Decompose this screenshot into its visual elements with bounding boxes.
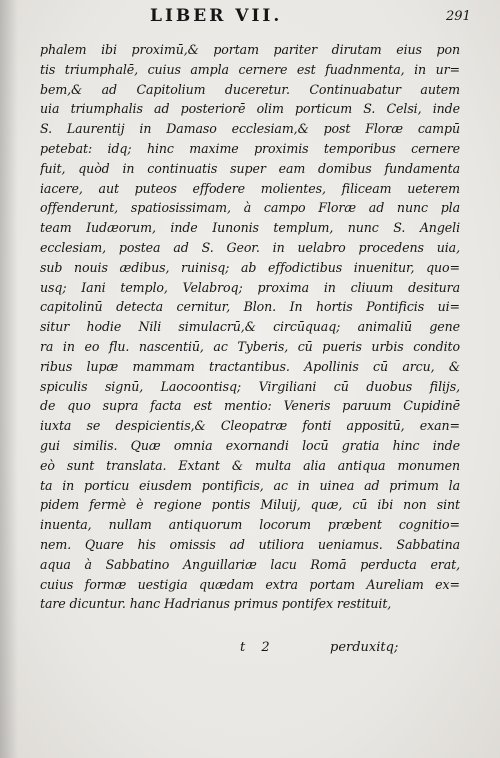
text-line: gui similis. Quæ omnia exornandi locū gratia hinc inde xyxy=(40,437,460,453)
text-line: uia triumphalis ad posteriorē olim porticum S. Celsi, inde xyxy=(40,101,460,117)
text-line: ra in eo flu. nascentiū, ac Tyberis, cū pueris urbis condito xyxy=(40,338,460,354)
text-line: iuxta se despicientis,& Cleopatræ fonti appositū, exan= xyxy=(40,418,460,434)
signature-mark: t 2 xyxy=(240,640,276,655)
text-line: ta in porticu eiusdem pontificis, ac in uinea ad primum la xyxy=(40,477,460,493)
text-line: spiculis signū, Laocoontisq; Virgiliani cū duobus filijs, xyxy=(40,378,460,394)
text-line: aqua à Sabbatino Anguillariæ lacu Romā perducta erat, xyxy=(40,556,460,572)
text-line: offenderunt, spatiosissimam, à campo Floræ ad nunc pla xyxy=(40,200,460,216)
text-line: inuenta, nullam antiquorum locorum præbent cognitio= xyxy=(40,517,460,533)
running-head: LIBER VII. xyxy=(150,6,283,26)
body-text xyxy=(40,40,460,614)
catchword: perduxitq; xyxy=(330,640,399,655)
text-line: bem,& ad Capitolium duceretur. Continuabatur autem xyxy=(40,81,460,97)
text-line: cuius formæ uestigia quædam extra portam Aureliam ex= xyxy=(40,576,460,592)
text-line: situr hodie Nili simulacrū,& circūquaq; animaliū gene xyxy=(40,319,460,335)
gutter-shadow xyxy=(0,0,18,758)
text-line: iacere, aut puteos effodere molientes, filiceam ueterem xyxy=(40,180,460,196)
text-line: team Iudæorum, inde Iunonis templum, nunc S. Angeli xyxy=(40,220,460,236)
text-line: nem. Quare his omissis ad utiliora ueniamus. Sabbatina xyxy=(40,536,460,552)
text-line: tis triumphalē, cuius ampla cernere est fuadnmenta, in ur= xyxy=(40,61,460,77)
text-line: fuit, quòd in continuatis super eam domibus fundamenta xyxy=(40,160,460,176)
text-line: S. Laurentij in Damaso ecclesiam,& post Floræ campū xyxy=(40,121,460,137)
text-line: sub nouis ædibus, ruinisq; ab effodictibus inuenitur, quo= xyxy=(40,259,460,275)
text-line: ecclesiam, postea ad S. Geor. in uelabro procedens uia, xyxy=(40,239,460,255)
text-line: capitolinū detecta cernitur, Blon. In hortis Pontificis ui= xyxy=(40,299,460,315)
text-line: phalem ibi proximū,& portam pariter dirutam eius pon xyxy=(40,42,460,57)
text-line: eò sunt translata. Extant & multa alia antiqua monumen xyxy=(40,457,460,473)
text-line: petebat: idq; hinc maxime proximis temporibus cernere xyxy=(40,140,460,156)
folio-number: 291 xyxy=(446,9,471,24)
text-line: pidem fermè è regione pontis Miluij, quæ, cū ibi non sint xyxy=(40,497,460,513)
text-line: usq; Iani templo, Velabroq; proxima in cliuum desitura xyxy=(40,279,460,295)
text-line: tare dicuntur. hanc Hadrianus primus pontifex restituit, xyxy=(40,596,392,612)
text-line: ribus lupæ mammam tractantibus. Apollinis cū arcu, & xyxy=(40,358,460,374)
text-line: de quo supra facta est mentio: Veneris paruum Cupidinē xyxy=(40,398,460,414)
